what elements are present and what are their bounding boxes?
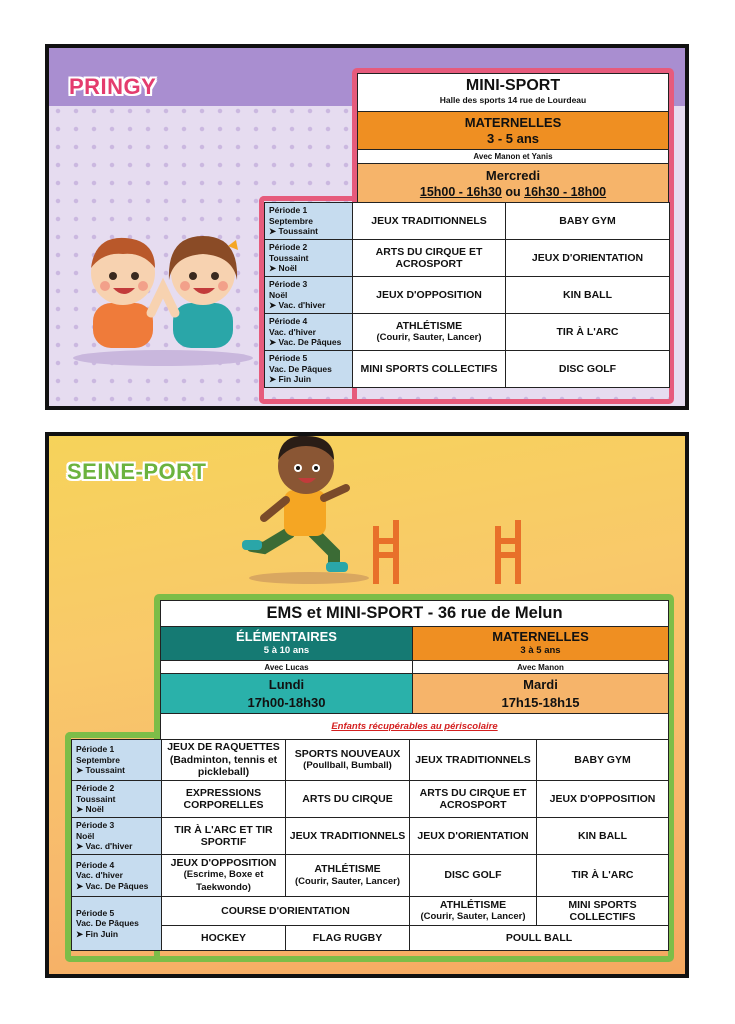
activity-cell: JEUX D'OPPOSITION xyxy=(537,781,669,818)
table-row xyxy=(72,926,669,951)
table-row xyxy=(72,781,669,818)
period-cell: Période 2 Toussaint ➤ Noël xyxy=(72,781,162,818)
activity-cell: KIN BALL xyxy=(537,818,669,855)
period-cell: Période 3 Noël ➤ Vac. d'hiver xyxy=(265,277,353,314)
table-row xyxy=(265,240,670,277)
table-row xyxy=(265,314,670,351)
table-row xyxy=(72,897,669,926)
activity-cell: JEUX D'ORIENTATION xyxy=(410,818,537,855)
activity-cell: BABY GYM xyxy=(506,203,670,240)
activity-cell: HOCKEY xyxy=(162,926,286,951)
activity-cell: SPORTS NOUVEAUX (Poullball, Bumball) xyxy=(286,740,410,781)
activity-cell: JEUX D'OPPOSITION xyxy=(353,277,506,314)
activity-cell: ATHLÉTISME (Courir, Sauter, Lancer) xyxy=(410,897,537,926)
activity-cell: TIR À L'ARC xyxy=(506,314,670,351)
town-title: PRINGY xyxy=(69,74,157,99)
age-group: MATERNELLES xyxy=(464,114,562,130)
time-slot-1: 15h00 - 16h30 xyxy=(419,184,502,199)
seineport-header-table xyxy=(160,600,669,740)
pringy-schedule-table xyxy=(264,202,670,388)
table-row xyxy=(265,351,670,388)
activity-cell: JEUX TRADITIONNELS xyxy=(286,818,410,855)
after-school-note: Enfants récupérables au périscolaire xyxy=(161,714,669,740)
age-range: 3 - 5 ans xyxy=(486,130,540,146)
activity-cell: ATHLÉTISME (Courir, Sauter, Lancer) xyxy=(353,314,506,351)
pringy-panel xyxy=(45,44,689,410)
activity-cell: BABY GYM xyxy=(537,740,669,781)
activity-cell: JEUX TRADITIONNELS xyxy=(410,740,537,781)
period-cell: Période 5 Vac. De Pâques ➤ Fin Juin xyxy=(265,351,353,388)
time-slot-2: 16h30 - 18h00 xyxy=(524,184,607,199)
seineport-schedule-table xyxy=(71,739,669,951)
activity-cell: KIN BALL xyxy=(506,277,670,314)
town-title: SEINE-PORT xyxy=(67,459,207,484)
activity-cell: COURSE D'ORIENTATION xyxy=(162,897,410,926)
period-cell: Période 2 Toussaint ➤ Noël xyxy=(265,240,353,277)
coach-maternelle: Avec Manon xyxy=(413,661,669,674)
session-day: Mercredi xyxy=(485,167,541,183)
period-cell: Période 4 Vac. d'hiver ➤ Vac. De Pâques xyxy=(265,314,353,351)
activity-cell: ARTS DU CIRQUE xyxy=(286,781,410,818)
activity-cell: EXPRESSIONS CORPORELLES xyxy=(162,781,286,818)
table-row xyxy=(265,203,670,240)
activity-cell: TIR À L'ARC ET TIR SPORTIF xyxy=(162,818,286,855)
activity-cell: JEUX D'ORIENTATION xyxy=(506,240,670,277)
table-row xyxy=(72,818,669,855)
table-row xyxy=(265,277,670,314)
pringy-header-table xyxy=(357,73,669,204)
table-row xyxy=(72,740,669,781)
activity-cell: ARTS DU CIRQUE ET ACROSPORT xyxy=(410,781,537,818)
program-title: MINI-SPORT xyxy=(465,76,561,94)
activity-cell: POULL BALL xyxy=(410,926,669,951)
maternelle-group: MATERNELLES 3 à 5 ans xyxy=(413,627,669,661)
elementary-group: ÉLÉMENTAIRES 5 à 10 ans xyxy=(161,627,413,661)
period-cell: Période 1 Septembre ➤ Toussaint xyxy=(72,740,162,781)
activity-cell: JEUX TRADITIONNELS xyxy=(353,203,506,240)
activity-cell: MINI SPORTS COLLECTIFS xyxy=(537,897,669,926)
activity-cell: DISC GOLF xyxy=(410,855,537,897)
activity-cell: ARTS DU CIRQUE ET ACROSPORT xyxy=(353,240,506,277)
seineport-panel xyxy=(45,432,689,978)
activity-cell: JEUX D'OPPOSITION (Escrime, Boxe et Taekwondo) xyxy=(162,855,286,897)
maternelle-session: Mardi 17h15-18h15 xyxy=(413,674,669,714)
coaches: Avec Manon et Yanis xyxy=(358,150,669,164)
runner-illustration xyxy=(234,432,374,588)
session-times xyxy=(360,184,666,201)
period-cell: Période 1 Septembre ➤ Toussaint xyxy=(265,203,353,240)
hurdles-illustration xyxy=(367,516,537,586)
time-separator: ou xyxy=(505,184,521,199)
venue-address: Halle des sports 14 rue de Lourdeau xyxy=(439,94,587,105)
elementary-session: Lundi 17h00-18h30 xyxy=(161,674,413,714)
activity-cell: TIR À L'ARC xyxy=(537,855,669,897)
activity-cell: MINI SPORTS COLLECTIFS xyxy=(353,351,506,388)
table-row xyxy=(72,855,669,897)
period-cell: Période 3 Noël ➤ Vac. d'hiver xyxy=(72,818,162,855)
activity-cell: JEUX DE RAQUETTES (Badminton, tennis et pickleball) xyxy=(162,740,286,781)
period-cell: Période 4 Vac. d'hiver ➤ Vac. De Pâques xyxy=(72,855,162,897)
children-illustration xyxy=(63,218,263,368)
activity-cell: FLAG RUGBY xyxy=(286,926,410,951)
period-cell: Période 5 Vac. De Pâques ➤ Fin Juin xyxy=(72,897,162,951)
activity-cell: ATHLÉTISME (Courir, Sauter, Lancer) xyxy=(286,855,410,897)
activity-cell: DISC GOLF xyxy=(506,351,670,388)
program-title: EMS et MINI-SPORT - 36 rue de Melun xyxy=(161,601,669,627)
coach-elementary: Avec Lucas xyxy=(161,661,413,674)
